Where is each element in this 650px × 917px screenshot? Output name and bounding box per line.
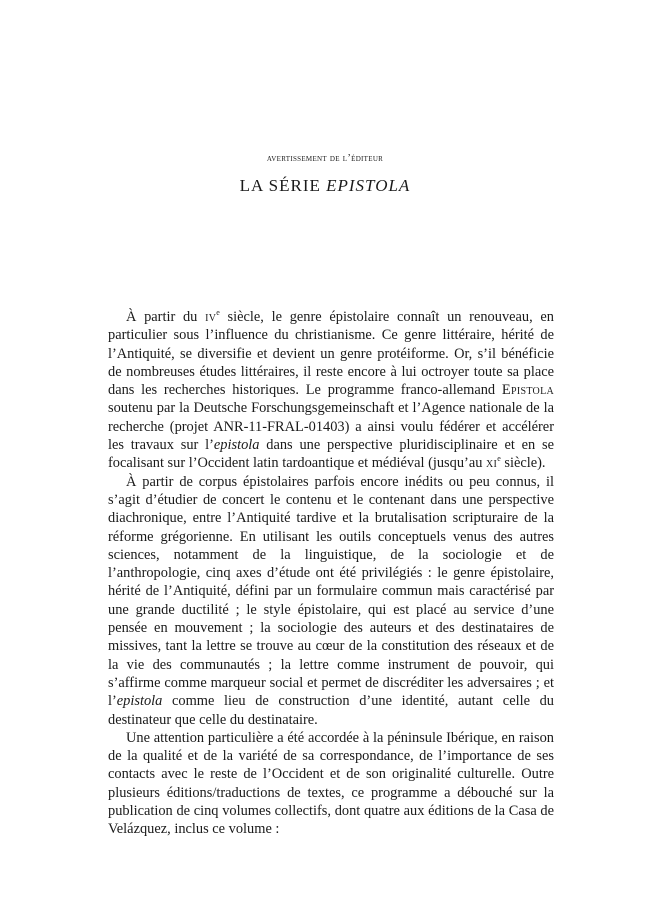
superscript: e xyxy=(216,308,220,318)
body-text xyxy=(108,308,554,839)
italic-text: epistola xyxy=(213,437,260,454)
text-run: soutenu par la Deutsche Forschungsgemeinschaft et l’Agence nationale de la recherche (projet ANR-11-FRAL-01403) a ainsi voulu fédérer et accélérer les travaux sur l’ xyxy=(108,400,554,454)
section-kicker: avertissement de l’éditeur xyxy=(266,153,384,164)
small-caps-text: iv xyxy=(205,309,217,325)
small-caps-text: xi xyxy=(486,455,498,472)
superscript: e xyxy=(497,454,501,464)
paragraph xyxy=(108,473,554,729)
text-run: À partir du xyxy=(126,309,206,325)
text-run: À partir de corpus épistolaires parfois encore inédits ou peu connus, il s’agit d’étudier de concert le contenu et le contenant dans une perspective diachronique, entre l’Antiquité tardive et la brutalisation scripturaire de la réforme grégorienne. En utilisant les outils conceptuels venus des autres sciences, notamment de la linguistique, de la sociologie et de l’anthropologie, cinq axes d’étude ont été privilégiés : le genre épistolaire, hérité de l’Antiquité, défini par un formulaire commun mais caractérisé par une grande ductilité ; le style épistolaire, qui est placé au service d’une pensée en mouvement ; la sociologie des auteurs et des destinataires de missives, tant la lettre se trouve au cœur de la constitution des réseaux et de la vie des communautés ; la lettre comme instrument de pouvoir, qui s’affirme comme marqueur social et permet de discréditer les adversaires ; et l’ xyxy=(108,473,554,710)
title-prefix: LA SÉRIE xyxy=(239,176,327,195)
text-run: dans une perspective pluridisciplinaire et en se focalisant sur l’Occident latin tardoantique et médiéval (jusqu’au xyxy=(108,437,554,472)
page-title xyxy=(0,176,650,196)
small-caps-text: Epistola xyxy=(501,382,554,399)
italic-text: epistola xyxy=(116,693,163,710)
title-italic: EPISTOLA xyxy=(326,176,411,195)
paragraph xyxy=(108,308,554,473)
text-run: siècle). xyxy=(500,455,546,472)
paragraph xyxy=(108,729,554,839)
text-run: Une attention particulière a été accordée à la péninsule Ibérique, en raison de la qualité et de la variété de sa correspondance, de l’importance de ses contacts avec le reste de l’Occident et de son originalité culturelle. Outre plusieurs éditions/traductions de textes, ce programme a débouché sur la publication de cinq volumes collectifs, dont quatre aux éditions de la Casa de Velázquez, inclus ce volume : xyxy=(108,729,554,838)
text-run: comme lieu de construction d’une identité, autant celle du destinateur que celle du destinataire. xyxy=(108,693,554,728)
text-run: siècle, le genre épistolaire connaît un renouveau, en particulier sous l’influence du christianisme. Ce genre littéraire, hérité de l’Antiquité, se diversifie et devient un genre protéiforme. Or, s’il bénéficie de nombreuses études littéraires, il reste encore à lui octroyer toute sa place dans les recherches historiques. Le programme franco-allemand xyxy=(108,309,554,399)
